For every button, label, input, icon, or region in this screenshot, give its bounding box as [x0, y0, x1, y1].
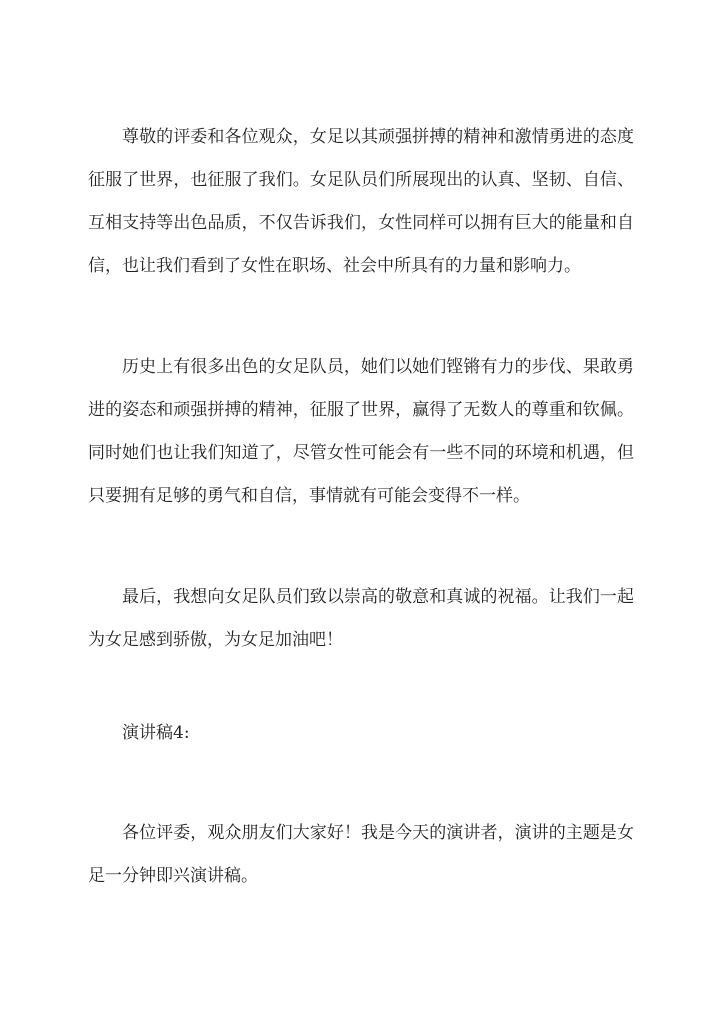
paragraph-2: 历史上有很多出色的女足队员，她们以她们铿锵有力的步伐、果敢勇进的姿态和顽强拼搏的精神，征服了世界，赢得了无数人的尊重和钦佩。同时她们也让我们知道了，尽管女性可能会有一些不同的环境和机遇，但只要拥有足够的勇气和自信，事情就有可能会变得不一样。 [88, 357, 634, 506]
paragraph-1: 尊敬的评委和各位观众，女足以其顽强拼搏的精神和激情勇进的态度征服了世界，也征服了我们。女足队员们所展现出的认真、坚韧、自信、互相支持等出色品质，不仅告诉我们，女性同样可以拥有巨大的能量和自信，也让我们看到了女性在职场、社会中所具有的力量和影响力。 [88, 127, 634, 276]
paragraph-4: 各位评委，观众朋友们大家好！我是今天的演讲者，演讲的主题是女足一分钟即兴演讲稿。 [88, 823, 634, 886]
section-heading: 演讲稿4: [122, 723, 190, 743]
paragraph-3: 最后，我想向女足队员们致以崇高的敬意和真诚的祝福。让我们一起为女足感到骄傲，为女足加油吧！ [88, 587, 634, 650]
